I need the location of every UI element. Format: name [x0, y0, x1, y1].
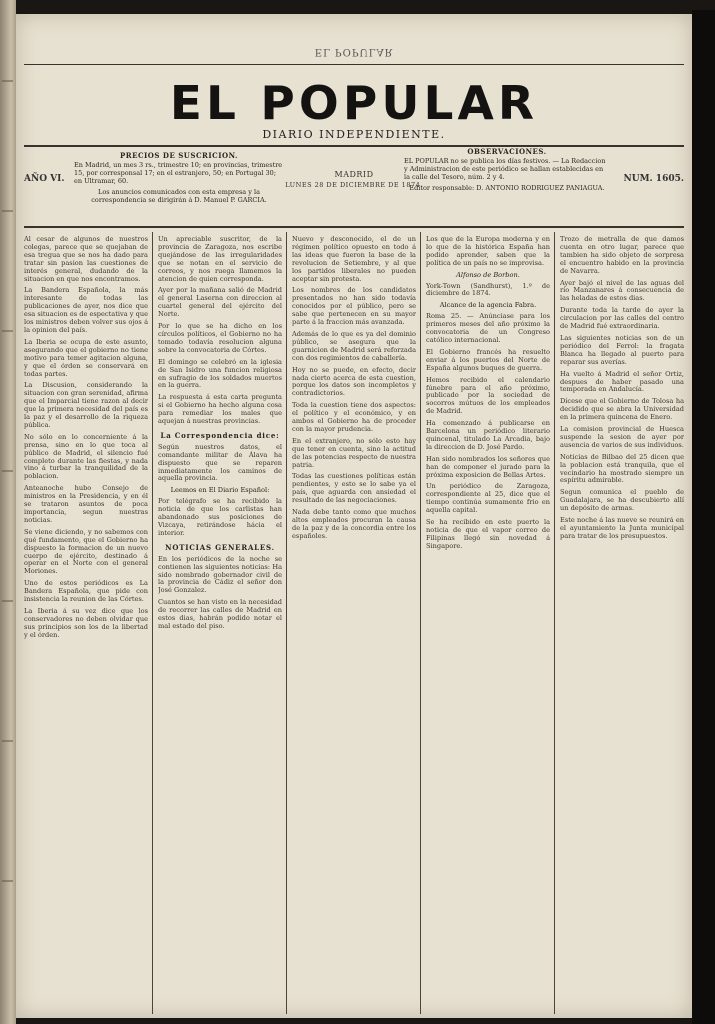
article-paragraph: Las siguientes noticias son de un periódico del Ferrol: la fragata Blanca ha llegado al puerto para reparar sus averías.	[560, 333, 684, 366]
prices-text: En Madrid, un mes 3 rs., trimestre 10; en provincias, trimestre 15, por corresponsal 17; en el estranjero, 50; en Portugal 30; en Ultramar, 60.	[74, 161, 283, 185]
article-paragraph: Ha vuelto á Madrid el señor Ortiz, despues de haber pasado una temporada en Andalucía.	[560, 369, 684, 394]
article-paragraph: Nada debe tanto como que muchos altos empleados procuran la causa de la paz y de la concordia entre los españoles.	[292, 508, 416, 540]
article-paragraph: Durante toda la tarde de ayer la circulacion por las calles del centro de Madrid fué extraordinaria.	[560, 306, 684, 331]
article-paragraph: Nuevo y desconocido, el de un régimen político opuesto en todo á las ideas que fueron la base de la revolucion de Setiembre, y al que los partidos liberales no pueden aceptar sin protesta.	[292, 236, 416, 283]
column-divider	[286, 232, 287, 1014]
article-paragraph: Según nuestros datos, el comandante militar de Álava ha dispuesto que se reparen inmediatamente los caminos de aquella provincia.	[158, 442, 282, 483]
column-divider	[420, 232, 421, 1014]
article-paragraph: Ayer por la mañana salió de Madrid el general Laserna con direccion al cuartel general del ejército del Norte.	[158, 286, 282, 319]
article-paragraph: York-Town (Sandhurst), 1.º de diciembre de 1874.	[426, 281, 550, 298]
column-divider	[152, 232, 153, 1014]
article-paragraph: Por lo que se ha dicho en los círculos políticos, el Gobierno no ha tomado todavía resolucion alguna sobre la convocatoria de Córtes.	[158, 322, 282, 354]
article-paragraph: Noticias de Bilbao del 25 dicen que la poblacion está tranquila, que el vecindario ha mostrado siempre un espíritu admirable.	[560, 452, 684, 485]
article-paragraph: Ayer bajó el nivel de las aguas del río Manzanares á consecuencia de las heladas de estos dias.	[560, 278, 684, 303]
section-heading: La Correspondencia dice:	[160, 430, 280, 440]
running-head: EL POPULAR	[314, 46, 394, 57]
article-paragraph: Uno de estos periódicos es La Bandera Española, que pide con insistencia la reunion de las Córtes.	[24, 579, 148, 604]
column-3	[292, 236, 416, 1016]
article-paragraph: El Gobierno francés ha resuelto enviar á los puertos del Norte de España algunos buques de guerra.	[426, 347, 550, 372]
article-paragraph: Toda la cuestion tiene dos aspectos: el político y el económico, y en ambos el Gobierno ha de proceder con la mayor prudencia.	[292, 401, 416, 433]
observations-heading: OBSERVACIONES.	[467, 147, 547, 156]
article-paragraph: Dícese que el Gobierno de Tolosa ha decidido que se abra la Universidad en la primera quincena de Enero.	[560, 397, 684, 422]
dateline-date: LUNES 28 DE DICIEMBRE DE 1874.	[285, 181, 423, 189]
article-paragraph: Al cesar de algunos de nuestros colegas, parece que se quejaban de esa tregua que se nos ha dado para tratar sin pasion las cuestiones de interés general, dudando de la situacion en que nos encontramos.	[24, 236, 148, 283]
column-2	[158, 236, 282, 1016]
article-paragraph: Alfonso de Borbon.	[456, 270, 520, 279]
article-paragraph: Trozo de metralla de que damos cuenta en otro lugar, parece que tambien ha sido objeto de sorpresa el encuentro habido en la provincia de Navarra.	[560, 236, 684, 275]
dateline-place: MADRID	[334, 170, 374, 179]
article-paragraph: Segun comunica el pueblo de Guadalajara, se ha descubierto allí un depósito de armas.	[560, 488, 684, 513]
article-paragraph: La Iberia á su vez dice que los conservadores no deben olvidar que sus principios son los de la libertad y el órden.	[24, 606, 148, 639]
article-paragraph: Un apreciable suscritor, de la provincia de Zaragoza, nos escribe quejándose de las irregularidades que se notan en el servicio de correos, y nos ruega llamemos la atencion de quien corresponda.	[158, 236, 282, 283]
year-label: AÑO VI.	[24, 174, 65, 184]
article-paragraph: Además de lo que es ya del dominio público, se asegura que la guarnicion de Madrid será reforzada con dos regimientos de caballería.	[292, 329, 416, 362]
article-paragraph: Cuantos se han visto en la necesidad de recorrer las calles de Madrid en estos dias, habrán podido notar el mal estado del piso.	[158, 598, 282, 630]
column-1	[24, 236, 148, 1016]
article-paragraph: La Discusion, considerando la situacion con gran serenidad, afirma que el Imparcial tiene razon al decir que la primera necesidad del país es la paz y el desarrollo de la riqueza pública.	[24, 381, 148, 429]
article-paragraph: Alcance de la agencia Fabra.	[439, 301, 537, 310]
masthead-title: EL POPULAR	[169, 76, 539, 130]
prices-heading: PRECIOS DE SUSCRICION.	[120, 151, 238, 160]
column-4	[426, 236, 550, 1016]
article-paragraph: Por telégrafo se ha recibido la noticia de que los carlistas han abandonado sus posiciones de Vizcaya, retirándose hácia el interior.	[158, 497, 282, 537]
article-paragraph: Leemos en El Diario Español:	[170, 486, 270, 495]
article-paragraph: Hoy no se puede, en efecto, decir nada cierto acerca de esta cuestion, porque los datos son incompletos y contradictorios.	[292, 365, 416, 398]
observations-footer: Editor responsable: D. ANTONIO RODRIGUEZ PANIAGUA.	[409, 184, 605, 192]
observations-text: EL POPULAR no se publica los días festivos. — La Redaccion y Administracion de este periódico se hallan establecidas en la calle del Tesoro, núm. 2 y 4.	[404, 157, 606, 181]
article-paragraph: Ha comenzado á publicarse en Barcelona un periódico literario quincenal, titulado La Arcadia, bajo la direccion de D. José Pardo.	[426, 419, 550, 451]
article-paragraph: La respuesta á esta carta pregunta si el Gobierno ha hecho alguna cosa para remediar los males que aquejan á nuestras provincias.	[158, 393, 282, 426]
column-divider	[554, 232, 555, 1014]
prices-footer: Los anuncios comunicados con esta empresa y la correspondencia se dirigirán á D. Manuel P. GARCIA.	[91, 188, 267, 204]
article-paragraph: Se viene diciendo, y no sabemos con qué fundamento, que el Gobierno ha dispuesto la formacion de un nuevo cuerpo de ejército, destinado á operar en el Norte con el general Moriones.	[24, 527, 148, 576]
article-paragraph: Han sido nombrados los señores que han de componer el jurado para la próxima exposicion de Bellas Artes.	[426, 454, 550, 479]
newspaper-page	[16, 14, 692, 1018]
article-paragraph: Anteanoche hubo Consejo de ministros en la Presidencia, y en él se trataron asuntos de poca importancia, segun nuestras noticias.	[24, 484, 148, 524]
section-heading: NOTICIAS GENERALES.	[165, 542, 275, 552]
article-paragraph: Hemos recibido el calendario fúnebre para el año próximo, publicado por la sociedad de socorros mútuos de los empleados de Madrid.	[426, 375, 550, 416]
article-paragraph: Este noche á las nueve se reunirá en el ayuntamiento la Junta municipal para tratar de los presupuestos.	[560, 516, 684, 540]
article-paragraph: Un periódico de Zaragoza, correspondiente al 25, dice que el tiempo continúa sumamente frio en aquella capital.	[426, 482, 550, 515]
article-paragraph: No sólo en lo concerniente á la prensa, sino en lo que toca al público de Madrid, el silencio fué completo durante las fiestas, y nada vino á turbar la tranquilidad de la poblacion.	[24, 432, 148, 481]
masthead-rule-bottom	[24, 145, 684, 147]
dateline	[284, 170, 424, 189]
observations-box	[404, 148, 610, 192]
header-rule	[24, 226, 684, 228]
subscription-prices-box	[74, 152, 284, 204]
article-paragraph: Los que de la Europa moderna y en lo que de la histórica España han podido aprender, saben que la política de un país no se improvisa.	[426, 236, 550, 267]
article-paragraph: Los nombres de los candidatos presentados no han sido todavía conocidos por el público, pero se sabe que pertenecen en su mayor parte á la fraccion más avanzada.	[292, 286, 416, 327]
column-5	[560, 236, 684, 1016]
article-paragraph: En el extranjero, no sólo esto hay que tener en cuenta, sino la actitud de las potencias respecto de nuestra patria.	[292, 436, 416, 469]
article-paragraph: Se ha recibido en este puerto la noticia de que el vapor correo de Filipinas llegó sin novedad á Singapore.	[426, 518, 550, 550]
masthead-rule-top	[24, 64, 684, 65]
article-paragraph: La Iberia se ocupa de este asunto, asegurando que el gobierno no tiene motivo para temer agitacion alguna, y que el órden se conservará en todas partes.	[24, 337, 148, 378]
article-paragraph: La Bandera Española, la más interesante de todas las publicaciones de ayer, nos dice que esa situacion es de espectativa y que los ministros deben volver sus ojos á la opinion del país.	[24, 286, 148, 334]
article-paragraph: Roma 25. — Anúnciase para los primeros meses del año próximo la convocatoria de un Congreso católico internacional.	[426, 312, 550, 344]
article-paragraph: El domingo se celebró en la iglesia de San Isidro una funcion religiosa en sufragio de los soldados muertos en la guerra.	[158, 357, 282, 390]
article-paragraph: Todas las cuestiones políticas están pendientes, y esto se lo sabe ya el país, que aguarda con ansiedad el resultado de las negociaciones.	[292, 472, 416, 505]
article-paragraph: En los periódicos de la noche se contienen las siguientes noticias: Ha sido nombrado gobernador civil de la provincia de Cádiz el señor don José Gonzalez.	[158, 554, 282, 595]
masthead-subtitle: DIARIO INDEPENDIENTE.	[262, 128, 446, 141]
scan-background	[692, 10, 715, 1024]
previous-page-edge	[0, 0, 16, 1024]
article-paragraph: La comision provincial de Huesca suspende la sesion de ayer por ausencia de varios de sus individuos.	[560, 425, 684, 449]
issue-number: NUM. 1605.	[623, 174, 684, 184]
